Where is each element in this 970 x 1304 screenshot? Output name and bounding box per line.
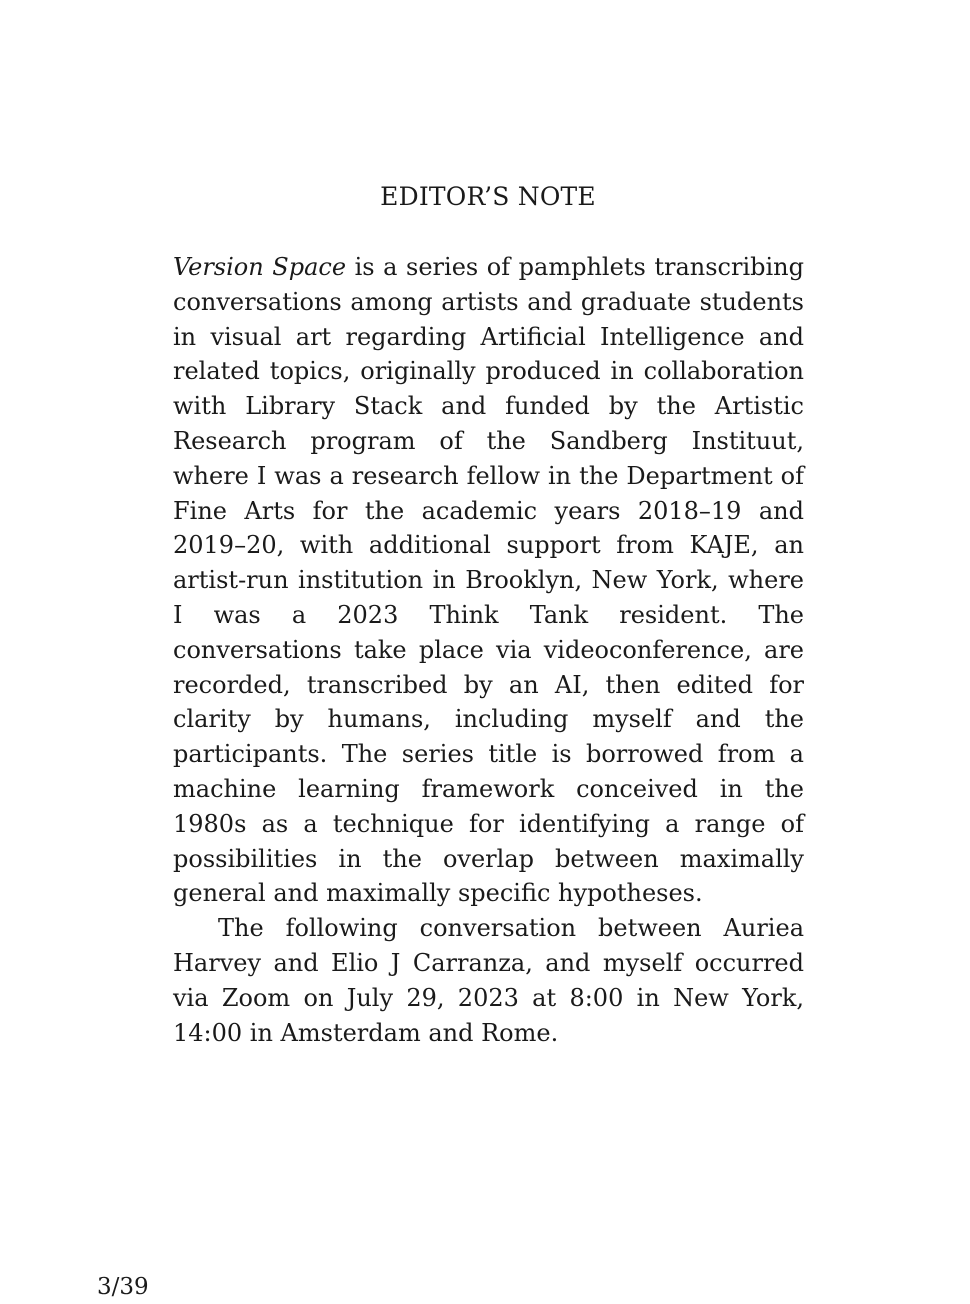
paragraph-conversation-details: The following conversation between Auriea Harvey and Elio J Carranza, and myself occurred via Zoom on July 29, 2023 at 8:00 in New York, 14:00 in Amsterdam and Rome. bbox=[173, 914, 804, 1047]
page-number: 3/39 bbox=[97, 1274, 149, 1300]
editors-note-body bbox=[173, 250, 804, 1050]
paragraph-intro-text: is a series of pamphlets transcribing conversations among artists and graduate students in visual art regarding Artificial Intelligence and related topics, originally produced in collaboration with Library Stack and funded by the Artistic Research program of the Sandberg Instituut, where I was a research fellow in the Department of Fine Arts for the academic years 2018–19 and 2019–20, with additional support from KAJE, an artist-run institution in Brooklyn, New York, where I was a 2023 Think Tank resident. The conversations take place via videoconference, are recorded, transcribed by an AI, then edited for clarity by humans, including myself and the participants. The series title is borrowed from a machine learning framework conceived in the 1980s as a technique for identifying a range of possibilities in the overlap between maximally general and maximally specific hypotheses. bbox=[173, 253, 804, 908]
section-heading: EDITOR’S NOTE bbox=[380, 182, 596, 211]
series-title: Version Space bbox=[173, 253, 347, 281]
paragraph-intro bbox=[173, 250, 804, 911]
